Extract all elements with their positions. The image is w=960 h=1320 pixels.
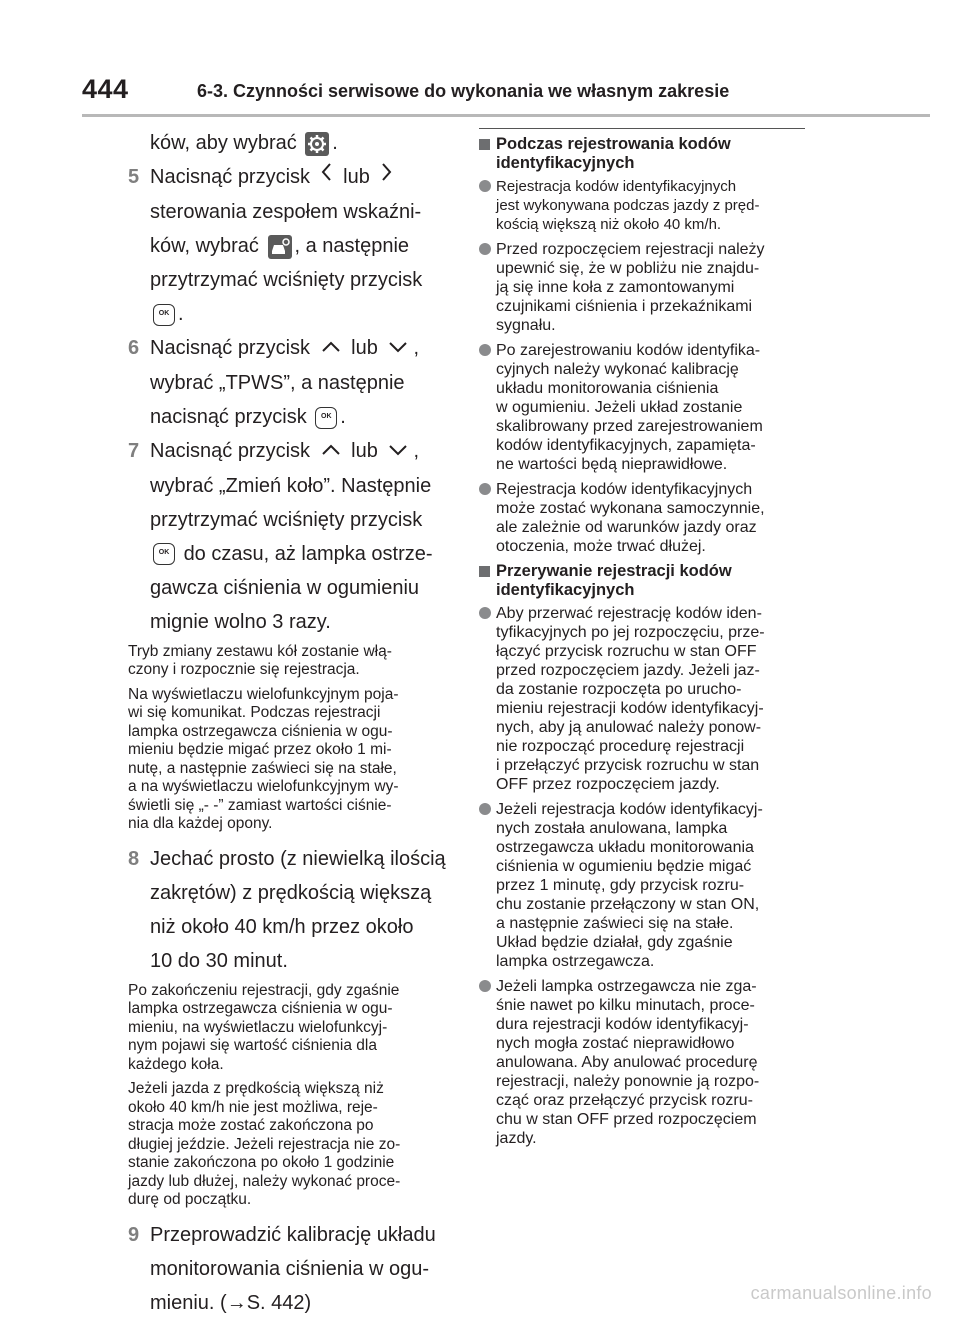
- chevron-up-icon: [319, 435, 343, 469]
- section-divider: [479, 128, 805, 129]
- left-column: [128, 126, 458, 1320]
- step-number: 5: [128, 166, 140, 188]
- ok-button-icon: OK: [153, 543, 175, 565]
- step-number: 8: [128, 847, 140, 870]
- bullet-dot-icon: [479, 803, 491, 815]
- note-paragraph: Po zakończeniu rejestracji, gdy zgaśnie lampka ostrzegawcza ciśnienia w ogu- mieniu, na wyświetlaczu wielofunkcyj- nym pojawi się wartość ciśnienia dla każdego koła.: [128, 981, 400, 1073]
- step-number: 9: [128, 1223, 140, 1246]
- chevron-up-icon: [319, 332, 343, 366]
- step-6: 6 Nacisnąć przycisk lub , wybrać „TPWS”, a następnie nacisnąć przycisk OK .: [128, 331, 458, 434]
- step-8: 8 Jechać prosto (z niewielką ilością zakrętów) z prędkością większą niż około 40 km/h przez około 10 do 30 minut.: [128, 842, 458, 978]
- page-number: 444: [82, 74, 129, 104]
- watermark: carmanualsonline.info: [750, 1283, 932, 1303]
- gear-icon: [305, 132, 329, 156]
- bullet-item: Rejestracja kodów identyfikacyjnych może zostać wykonana samoczynnie, ale zależnie od warunków jazdy oraz otoczenia, może trwać dłużej.: [479, 480, 805, 556]
- bullet-dot-icon: [479, 243, 491, 255]
- bullet-dot-icon: [479, 483, 491, 495]
- header-divider: [82, 114, 930, 117]
- page-header: [0, 0, 960, 118]
- chevron-left-icon: [319, 160, 335, 195]
- note-paragraph: Tryb zmiany zestawu kół zostanie włą- czony i rozpocznie się rejestracja.: [128, 642, 392, 679]
- bullet-dot-icon: [479, 180, 491, 192]
- bullet-dot-icon: [479, 344, 491, 356]
- square-bullet-icon: [479, 139, 490, 150]
- page-reference: mieniu. (→S. 442): [150, 1291, 312, 1314]
- step-number: 6: [128, 337, 140, 360]
- bullet-item: Po zarejestrowaniu kodów identyfika- cyjnych należy wykonać kalibrację układu monitorowania ciśnienia w ogumieniu. Jeżeli układ zostanie skalibrowany przed zarejestrowaniem kodów identyfikacyjnych, zapamięta- ne wartości będą nieprawidłowe.: [479, 341, 805, 474]
- section-title: 6-3. Czynności serwisowe do wykonania we własnym zakresie: [197, 81, 730, 101]
- bullet-dot-icon: [479, 980, 491, 992]
- chevron-down-icon: [386, 332, 410, 366]
- bullet-item: Przed rozpoczęciem rejestracji należy upewnić się, że w pobliżu nie znajdu- ją się inne koła z zamontowanymi czujnikami ciśnienia i przekaźnikami sygnału.: [479, 240, 805, 335]
- step4-continuation: ków, aby wybrać .: [150, 132, 338, 154]
- bullet-item: Jeżeli rejestracja kodów identyfikacyj- nych została anulowana, lampka ostrzegawcza układu monitorowania ciśnienia w ogumieniu będzie migać przez 1 minutę, gdy przycisk rozru- chu zostanie przełączony w stan ON, a następnie zaświeci się na stałe. Układ będzie działał, gdy zgaśnie lampka ostrzegawcza.: [479, 800, 805, 971]
- right-column: [479, 128, 805, 1154]
- step-number: 7: [128, 439, 140, 462]
- subheading: Podczas rejestrowania kodów identyfikacyjnych: [479, 135, 805, 173]
- step-5: 5 Nacisnąć przycisk lub sterowania zespołem wskaźni- ków, wybrać , a następnie przytrzymać wciśnięty przycisk OK .: [128, 160, 458, 331]
- bullet-item: Aby przerwać rejestrację kodów iden- tyfikacyjnych po jej rozpoczęciu, prze- łączyć przycisk rozruchu w stan OFF przed rozpoczęciem jazdy. Jeżeli jaz- da zostanie rozpoczęta po urucho- mieniu rejestracji kodów identyfikacyj- nych, aby ją anulować należy ponow- nie rozpocząć procedurę rejestracji i przełączyć przycisk rozruchu w stan OFF przez rozpoczęciem jazdy.: [479, 604, 805, 794]
- note-paragraph: Jeżeli jazda z prędkością większą niż około 40 km/h nie jest możliwa, reje- stracja może zostać zakończona po długiej jeździe. Jeżeli rejestracja nie zo- stanie zakończona po około 1 godzinie jazdy lub dłużej, należy wykonać proce- durę od początku.: [128, 1080, 401, 1209]
- bullet-item: Rejestracja kodów identyfikacyjnych jest wykonywana podczas jazdy z pręd- kością większą niż około 40 km/h.: [479, 177, 805, 234]
- ok-button-icon: OK: [153, 304, 175, 326]
- bullet-dot-icon: [479, 607, 491, 619]
- bullet-item: Jeżeli lampka ostrzegawcza nie zga- śnie nawet po kilku minutach, proce- dura rejestracji kodów identyfikacyj- nych mogła zostać nieprawidłowo anulowana. Aby anulować procedurę rejestracji, należy ponownie ją rozpo- cząć oraz przełączyć przycisk rozru- chu w stan OFF przed rozpoczęciem jazdy.: [479, 977, 805, 1148]
- step-9: 9 Przeprowadzić kalibrację układu monitorowania ciśnienia w ogu- mieniu. (→S. 442): [128, 1218, 458, 1320]
- chevron-right-icon: [378, 160, 394, 195]
- step-7: 7 Nacisnąć przycisk lub , wybrać „Zmień koło”. Następnie przytrzymać wciśnięty przycisk OK do czasu, aż lampka ostrze- gawcza ciśnienia w ogumieniu mignie wolno 3 razy.: [128, 434, 458, 639]
- subheading: Przerywanie rejestracji kodów identyfikacyjnych: [479, 562, 805, 600]
- chevron-down-icon: [386, 435, 410, 469]
- note-paragraph: Na wyświetlaczu wielofunkcyjnym poja- wi się komunikat. Podczas rejestracji lampka ostrzegawcza ciśnienia w ogu- mieniu będzie migać przez około 1 mi- nutę, a następnie zaświeci się na stałe, a na wyświetlaczu wielofunkcyjnym wy- świetli się „- -” zamiast wartości ciśnie- nia dla każdej opony.: [128, 685, 399, 833]
- square-bullet-icon: [479, 566, 490, 577]
- ok-button-icon: OK: [315, 407, 337, 429]
- car-settings-icon: [268, 235, 292, 259]
